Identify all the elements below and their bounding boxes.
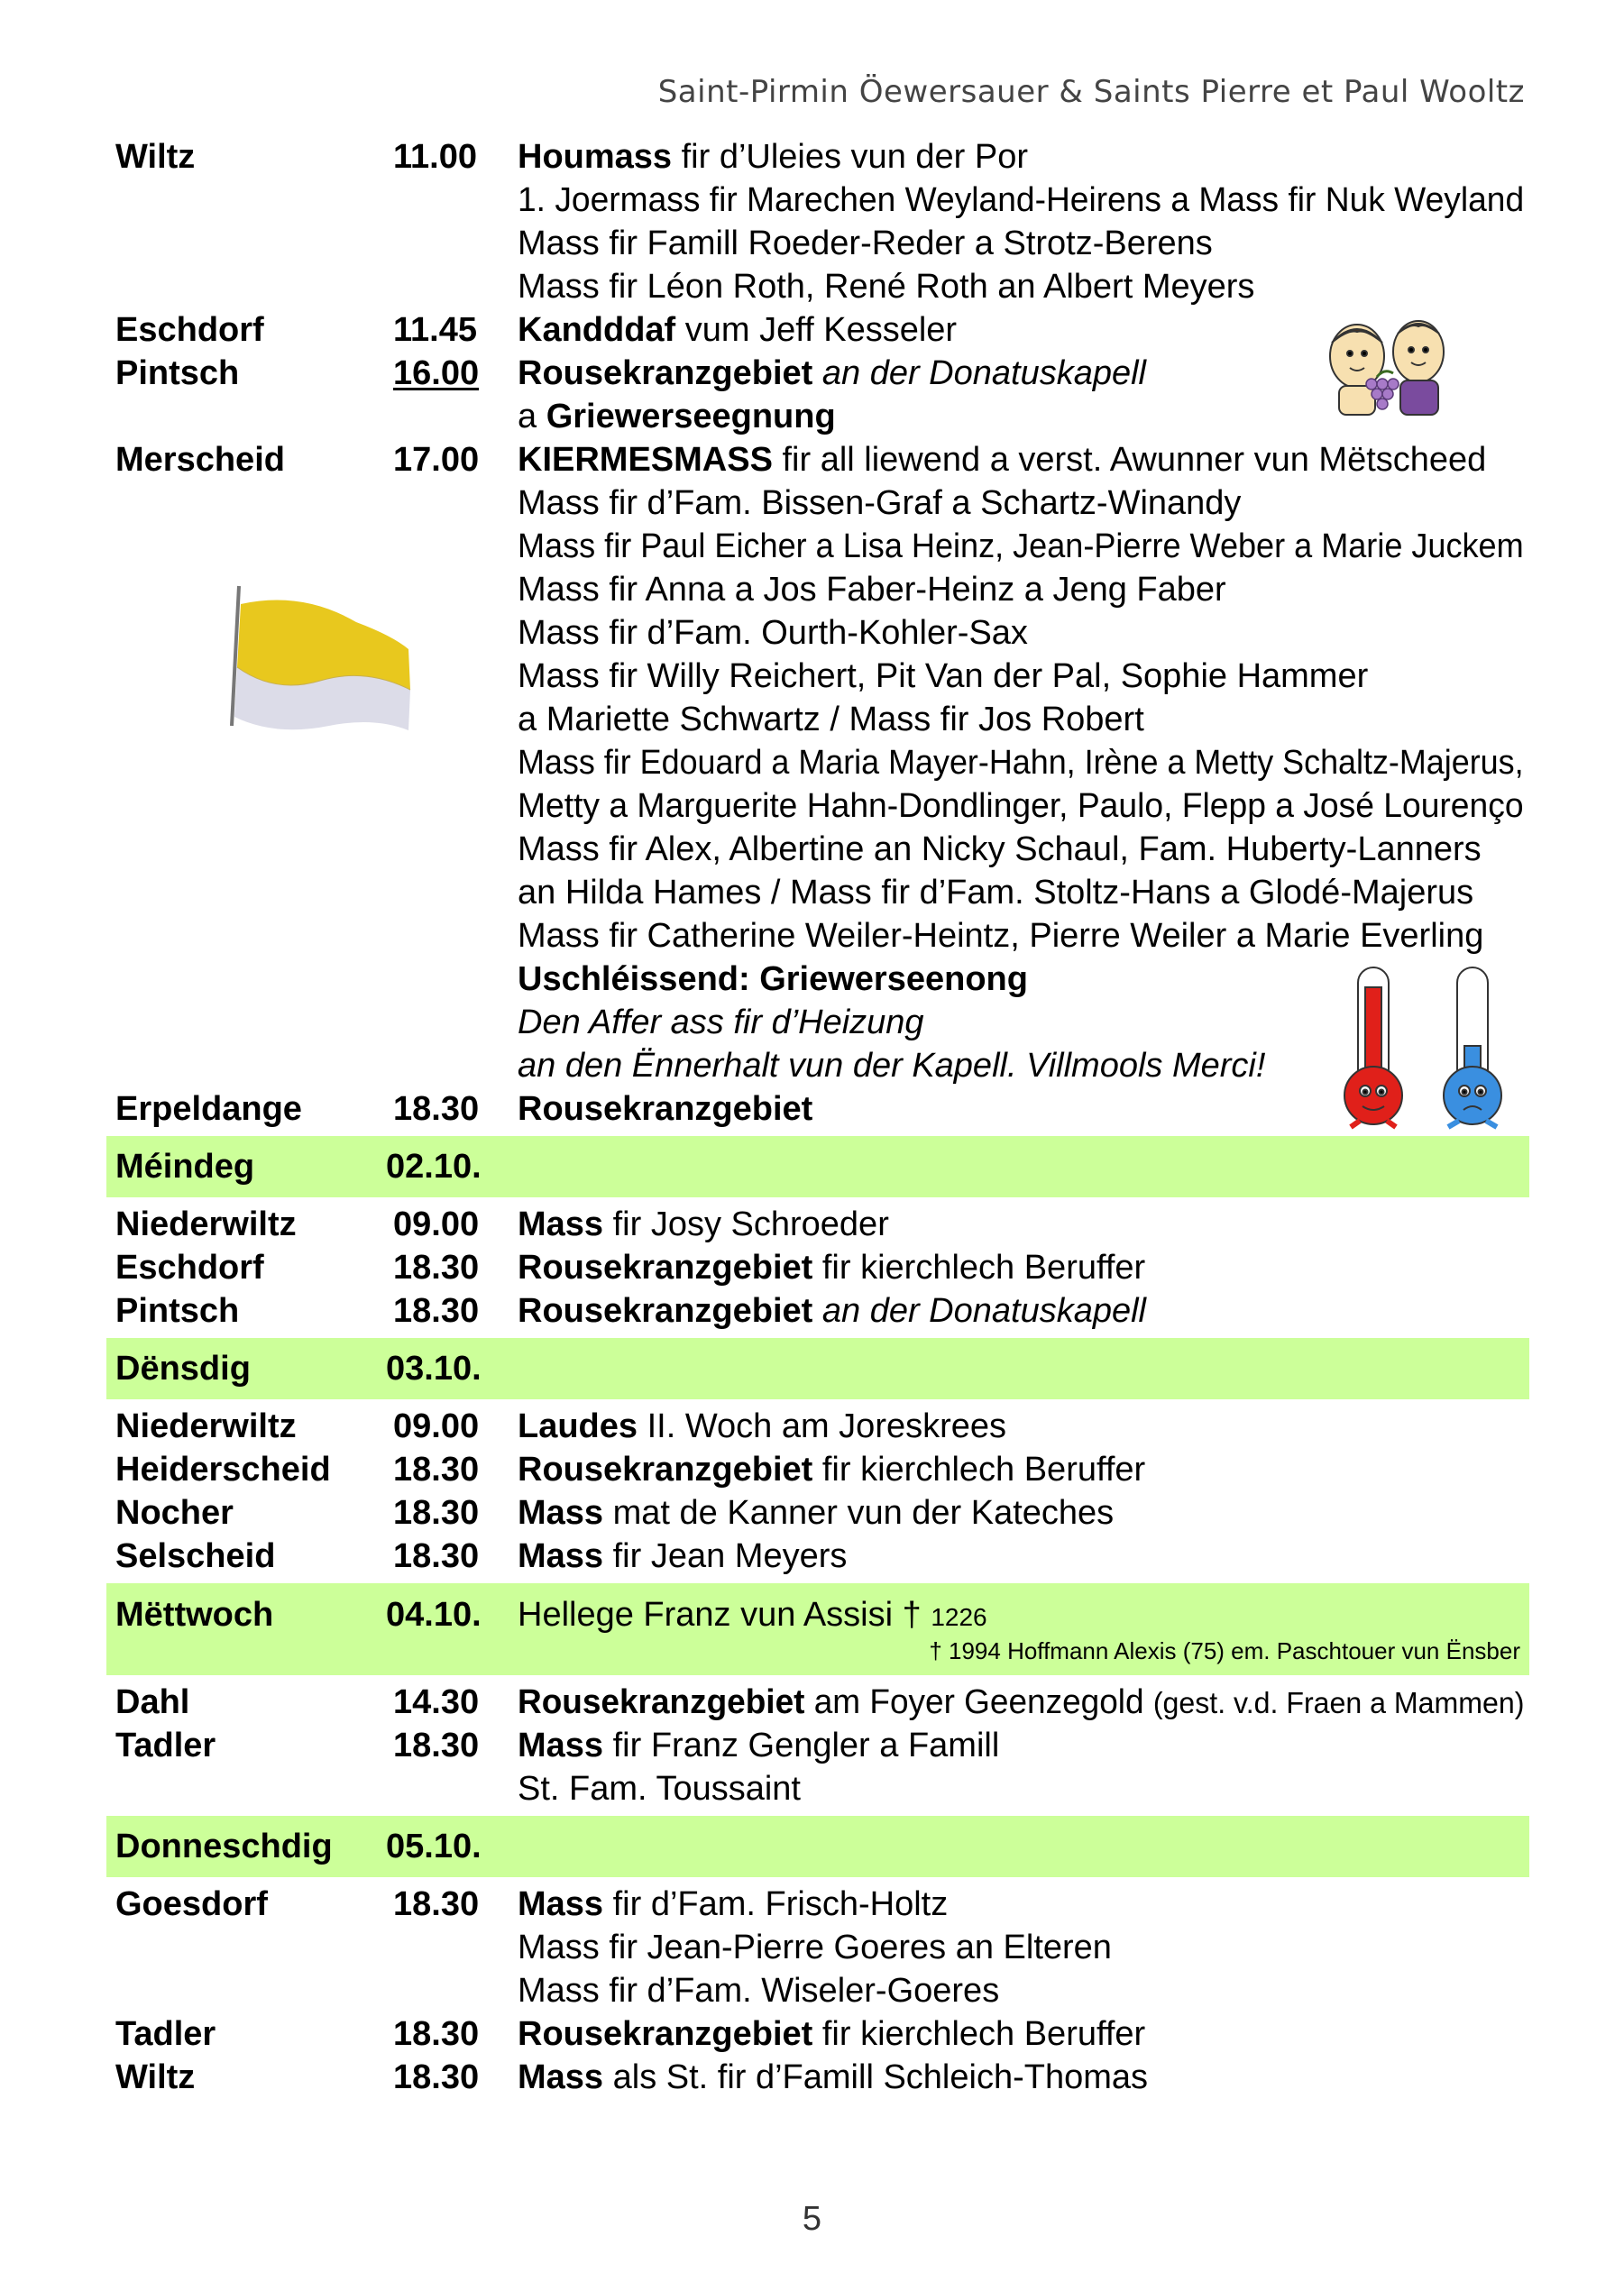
event-time: 18.30 [393, 1249, 480, 1287]
event-description [518, 1087, 812, 1131]
schedule-line [106, 1448, 1529, 1491]
event-time: 18.30 [393, 1494, 480, 1532]
text-segment: II. Woch am Joreskrees [638, 1407, 1007, 1445]
day-date: 03.10. [386, 1350, 482, 1388]
event-description [518, 828, 1482, 871]
event-description [518, 1491, 1114, 1535]
text-segment: Den Affer ass fir d’Heizung [518, 1004, 924, 1041]
place-name: Goesdorf [115, 1885, 268, 1923]
text-segment: fir Jean Meyers [603, 1537, 848, 1575]
event-time: 09.00 [393, 1407, 480, 1445]
text-segment: Rousekranzgebiet [518, 1292, 813, 1330]
day-header [106, 1816, 1529, 1877]
place-name: Niederwiltz [115, 1205, 297, 1243]
text-segment: an der Donatuskapell [812, 354, 1146, 392]
feast-year: 1226 [931, 1603, 987, 1631]
text-segment: mat de Kanner vun der Kateches [603, 1494, 1115, 1532]
event-time: 11.45 [393, 311, 477, 349]
text-segment: am Foyer Geenzegold [804, 1683, 1153, 1721]
text-segment: (gest. v.d. Fraen a Mammen) [1152, 1686, 1525, 1719]
event-time: 18.30 [393, 2015, 480, 2053]
text-segment: Mass [518, 1205, 604, 1243]
page-header: Saint-Pirmin Öewersauer & Saints Pierre et Paul Wooltz [657, 74, 1525, 110]
text-segment: Houmass [518, 138, 673, 176]
schedule [106, 135, 1529, 2099]
text-segment: Mass fir d’Fam. Bissen-Graf a Schartz-Winandy [518, 484, 1242, 522]
text-segment: Mass fir Alex, Albertine an Nicky Schaul, Fam. Huberty-Lanners [518, 830, 1482, 868]
event-description [518, 438, 1486, 481]
text-segment: Mass fir Léon Roth, René Roth an Albert Meyers [518, 268, 1255, 306]
event-time: 18.30 [393, 1727, 480, 1764]
event-description [518, 1681, 1524, 1725]
text-segment: Rousekranzgebiet [518, 1249, 813, 1287]
place-name: Eschdorf [115, 1249, 264, 1287]
schedule-line [106, 2012, 1529, 2056]
event-description [518, 611, 1028, 655]
day-header [106, 1338, 1529, 1399]
text-segment: vum Jeff Kesseler [675, 311, 958, 349]
schedule-line [106, 438, 1529, 481]
text-segment: fir Franz Gengler a Famill [603, 1727, 1000, 1764]
event-description [518, 958, 1028, 1001]
text-segment: Metty a Marguerite Hahn-Dondlinger, Paulo, Flepp a José Lourenço [518, 787, 1524, 825]
text-segment: Rousekranzgebiet [518, 1683, 805, 1721]
text-segment: an der Donatuskapell [812, 1292, 1146, 1330]
event-time: 18.30 [393, 1885, 480, 1923]
event-description [518, 222, 1213, 265]
grapes-couple-illustration [1312, 307, 1465, 428]
event-description [518, 698, 1144, 741]
schedule-line [106, 525, 1529, 568]
schedule-line [106, 784, 1529, 828]
place-name: Pintsch [115, 1292, 240, 1330]
text-segment: fir d’Fam. Frisch-Holtz [603, 1885, 949, 1923]
text-segment: Mass fir d’Fam. Wiseler-Goeres [518, 1972, 1000, 2010]
event-description [518, 568, 1226, 611]
place-name: Nocher [115, 1494, 234, 1532]
event-description [518, 525, 1524, 568]
place-name: Tadler [115, 1727, 216, 1764]
day-date: 02.10. [386, 1148, 482, 1186]
text-segment: Mass fir Jean-Pierre Goeres an Elteren [518, 1929, 1112, 1966]
text-segment: Rousekranzgebiet [518, 1451, 813, 1489]
event-description [518, 1289, 1146, 1333]
page-number: 5 [802, 2200, 822, 2238]
text-segment: fir kierchlech Beruffer [812, 1249, 1146, 1287]
event-time: 18.30 [393, 1451, 480, 1489]
place-name: Selscheid [115, 1537, 276, 1575]
text-segment: fir d’Uleies vun der Por [672, 138, 1028, 176]
schedule-line [106, 1087, 1529, 1131]
thermometers-illustration [1333, 960, 1522, 1136]
event-time: 18.30 [393, 1537, 480, 1575]
day-name: Mëttwoch [115, 1596, 274, 1634]
schedule-line [106, 1767, 1529, 1810]
text-segment: Laudes [518, 1407, 638, 1445]
text-segment: fir all liewend a verst. Awunner vun Mëtscheed [772, 441, 1487, 479]
event-description [518, 1724, 999, 1767]
text-segment: KIERMESMASS [518, 441, 773, 479]
place-name: Eschdorf [115, 311, 264, 349]
schedule-line [106, 1289, 1529, 1333]
text-segment: als St. fir d’Famill Schleich-Thomas [603, 2058, 1148, 2096]
schedule-line [106, 481, 1529, 525]
event-time: 14.30 [393, 1683, 480, 1721]
place-name: Merscheid [115, 441, 285, 479]
event-description [518, 1001, 924, 1044]
place-name: Tadler [115, 2015, 216, 2053]
day-date: 04.10. [386, 1596, 482, 1634]
schedule-line [106, 958, 1529, 1001]
schedule-line [106, 1883, 1529, 1926]
text-segment: fir kierchlech Beruffer [812, 2015, 1146, 2053]
event-description [518, 135, 1028, 179]
event-description [518, 352, 1146, 395]
event-description [518, 1535, 847, 1578]
schedule-line [106, 1491, 1529, 1535]
event-time: 18.30 [393, 1292, 480, 1330]
text-segment: Griewerseegnung [546, 398, 836, 435]
event-description [518, 179, 1524, 222]
papal-flag-illustration [185, 582, 419, 739]
day-header [106, 1583, 1529, 1675]
event-description [518, 1883, 948, 1926]
event-description [518, 2012, 1145, 2056]
feast-name: Hellege Franz vun Assisi † [518, 1596, 922, 1634]
day-header [106, 1136, 1529, 1197]
event-time: 11.00 [393, 138, 477, 176]
text-segment: Mass fir Edouard a Maria Mayer-Hahn, Irène a Metty Schaltz-Majerus, [518, 744, 1524, 782]
schedule-line [106, 914, 1529, 958]
place-name: Wiltz [115, 138, 196, 176]
event-description [518, 2056, 1148, 2099]
text-segment: fir kierchlech Beruffer [812, 1451, 1146, 1489]
event-description [518, 1246, 1145, 1289]
schedule-line [106, 1044, 1529, 1087]
text-segment: Uschléissend: Griewerseenong [518, 960, 1028, 998]
text-segment: Mass fir Catherine Weiler-Heintz, Pierre Weiler a Marie Everling [518, 917, 1484, 955]
text-segment: Mass fir d’Fam. Ourth-Kohler-Sax [518, 614, 1028, 652]
text-segment: Mass [518, 1537, 604, 1575]
event-description [518, 1926, 1112, 1969]
day-date: 05.10. [386, 1828, 482, 1865]
event-description [518, 481, 1241, 525]
schedule-line [106, 1724, 1529, 1767]
text-segment: fir Josy Schroeder [603, 1205, 889, 1243]
event-description [518, 655, 1368, 698]
text-segment: Mass [518, 1727, 604, 1764]
schedule-line [106, 1535, 1529, 1578]
memorial-note: † 1994 Hoffmann Alexis (75) em. Paschtouer vun Ënsber [929, 1637, 1520, 1664]
event-description [518, 1767, 801, 1810]
event-description [518, 1044, 1265, 1087]
text-segment: a [518, 398, 546, 435]
text-segment: St. Fam. Toussaint [518, 1770, 801, 1808]
schedule-line [106, 1203, 1529, 1246]
event-time: 18.30 [393, 2058, 480, 2096]
text-segment: Mass fir Anna a Jos Faber-Heinz a Jeng Faber [518, 571, 1226, 609]
schedule-line [106, 179, 1529, 222]
event-time: 16.00 [393, 354, 480, 392]
event-description [518, 871, 1473, 914]
text-segment: Mass fir Paul Eicher a Lisa Heinz, Jean-Pierre Weber a Marie Juckem [518, 527, 1524, 565]
text-segment: 1. Joermass fir Marechen Weyland-Heirens a Mass fir Nuk Weyland [518, 181, 1525, 219]
text-segment: Mass fir Willy Reichert, Pit Van der Pal, Sophie Hammer [518, 657, 1369, 695]
event-description [518, 914, 1483, 958]
schedule-line [106, 1681, 1529, 1724]
event-time: 17.00 [393, 441, 480, 479]
text-segment: an Hilda Hames / Mass fir d’Fam. Stoltz-Hans a Glodé-Majerus [518, 874, 1474, 912]
place-name: Wiltz [115, 2058, 196, 2096]
text-segment: Mass [518, 1494, 604, 1532]
event-time: 09.00 [393, 1205, 480, 1243]
schedule-line [106, 1405, 1529, 1448]
text-segment: an den Ënnerhalt vun der Kapell. Villmools Merci! [518, 1047, 1266, 1085]
text-segment: Mass fir Famill Roeder-Reder a Strotz-Berens [518, 225, 1213, 262]
schedule-line [106, 222, 1529, 265]
event-description [518, 265, 1254, 308]
day-name: Méindeg [115, 1148, 255, 1186]
schedule-line [106, 1246, 1529, 1289]
event-description [518, 784, 1524, 828]
event-time: 18.30 [393, 1090, 480, 1128]
text-segment: Rousekranzgebiet [518, 354, 813, 392]
text-segment: Rousekranzgebiet [518, 1090, 813, 1128]
event-description [518, 741, 1524, 784]
schedule-line [106, 828, 1529, 871]
day-name: Dënsdig [115, 1350, 251, 1388]
text-segment: a Mariette Schwartz / Mass fir Jos Robert [518, 701, 1144, 738]
place-name: Niederwiltz [115, 1407, 297, 1445]
place-name: Pintsch [115, 354, 240, 392]
day-name: Donneschdig [115, 1828, 333, 1865]
schedule-line [106, 2056, 1529, 2099]
event-description [518, 308, 957, 352]
schedule-line [106, 1001, 1529, 1044]
text-segment: Kandddaf [518, 311, 676, 349]
place-name: Erpeldange [115, 1090, 302, 1128]
text-segment: Rousekranzgebiet [518, 2015, 813, 2053]
text-segment: Mass [518, 2058, 604, 2096]
schedule-line [106, 135, 1529, 179]
schedule-line [106, 265, 1529, 308]
place-name: Dahl [115, 1683, 190, 1721]
event-description [518, 1203, 889, 1246]
schedule-line [106, 741, 1529, 784]
event-description [518, 1405, 1006, 1448]
event-description [518, 395, 836, 438]
schedule-line [106, 1926, 1529, 1969]
event-description [518, 1969, 999, 2012]
feast-text [518, 1596, 987, 1635]
place-name: Heiderscheid [115, 1451, 331, 1489]
schedule-line [106, 1969, 1529, 2012]
schedule-line [106, 871, 1529, 914]
event-description [518, 1448, 1145, 1491]
text-segment: Mass [518, 1885, 604, 1923]
